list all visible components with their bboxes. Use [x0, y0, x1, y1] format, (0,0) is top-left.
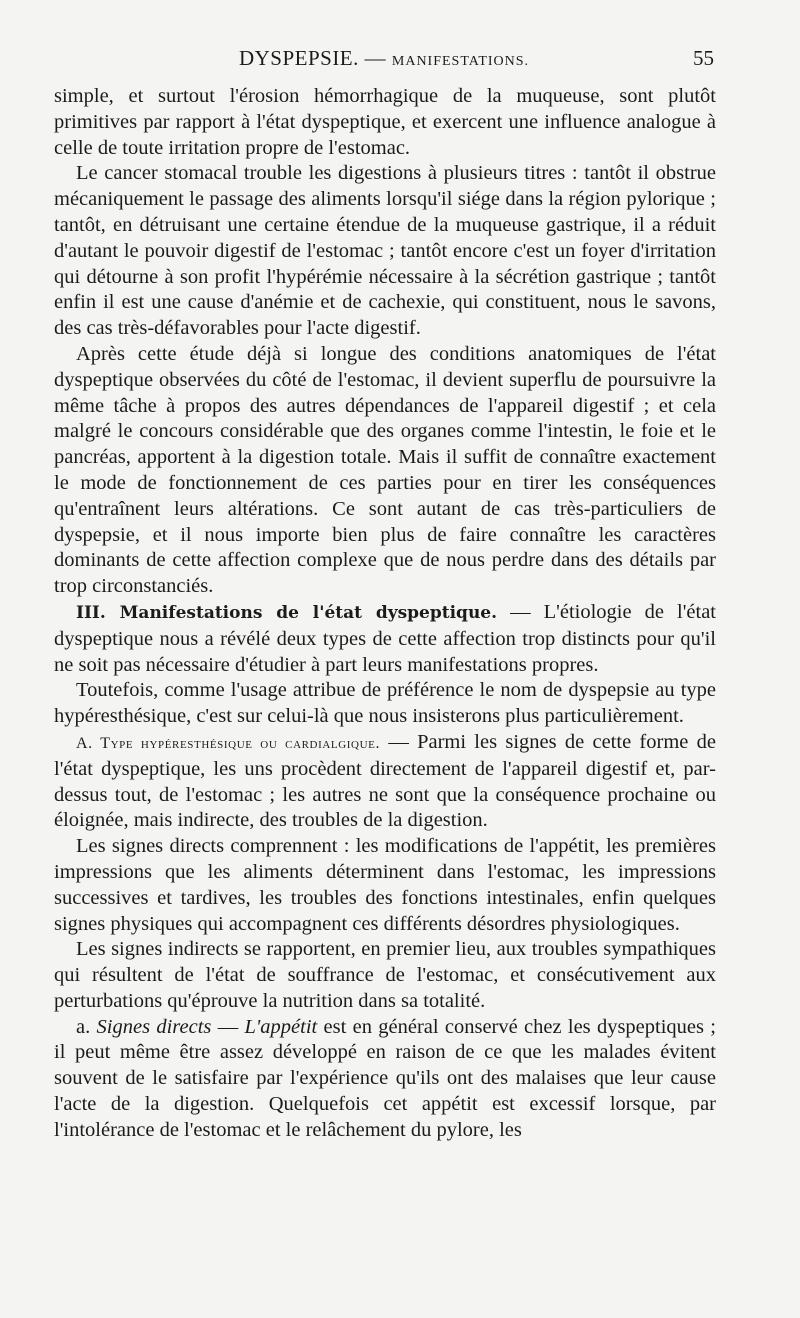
paragraph-5: Toutefois, comme l'usage attribue de préférence le nom de dyspepsie au type hypéresthésique, c'est sur celui-là que nous insisterons plus particulièrement. — [54, 679, 716, 728]
section-heading-III: III. Manifestations de l'état dyspeptique. — [76, 602, 498, 623]
subheading-signes-directs: Signes directs — [96, 1015, 212, 1038]
page-body — [54, 84, 716, 1144]
running-title-sub: MANIFESTATIONS. — [391, 54, 530, 69]
paragraph-9-dash: — — [211, 1015, 245, 1038]
subheading-appetit: L'appétit — [244, 1015, 318, 1038]
page-number: 55 — [693, 46, 714, 70]
paragraph-4-text: — L'étiologie de l'état dyspeptique nous a révélé deux types de cette affection trop distincts pour qu'il ne soit pas nécessaire d'étudier à part leurs manifestations propres. — [54, 600, 716, 676]
paragraph-6 — [54, 730, 716, 834]
running-title — [54, 46, 714, 71]
paragraph-4 — [54, 600, 716, 678]
paragraph-6-text: — Parmi les signes de cette forme de l'état dyspeptique, les uns procèdent directement de l'appareil digestif et, par-dessus tout, de l'estomac ; les autres ne sont que la conséquence prochaine ou éloignée, mais indirecte, des troubles de la digestion. — [54, 730, 716, 832]
running-header — [54, 46, 714, 76]
running-title-main: DYSPEPSIE. — — [238, 46, 392, 70]
paragraph-9-prefix: a. — [76, 1015, 97, 1038]
paragraph-9 — [54, 1015, 716, 1144]
paragraph-8: Les signes indirects se rapportent, en premier lieu, aux troubles sympathiques qui résultent de l'état de souffrance de l'estomac, et consécutivement aux perturbations qu'éprouve la nutrition dans sa totalité. — [54, 938, 716, 1012]
paragraph-3: Après cette étude déjà si longue des conditions anatomiques de l'état dyspeptique observées du côté de l'estomac, il devient superflu de poursuivre la même tâche à propos des autres dépendances de l'appareil digestif ; et cela malgré le concours considérable que des organes comme l'intestin, le foie et le pancréas, apportent à la digestion totale. Mais il suffit de connaître exactement le mode de fonctionnement de ces parties pour en tirer les conséquences qu'entraînent leurs altérations. Ce sont autant de cas très-particuliers de dyspepsie, et il nous importe bien plus de faire connaître les caractères dominants de cette affection complexe que de nous perdre dans des détails par trop circonstanciés. — [54, 342, 716, 598]
paragraph-9-text: est en général conservé chez les dyspeptiques ; il peut même être assez développé en raison de ce que les malades évitent souvent de le satisfaire par l'expérience qu'ils ont des malaises que leur cause l'acte de la digestion. Quelquefois cet appétit est excessif lorsque, par l'intolérance de l'estomac et le relâchement du pylore, les — [54, 1015, 716, 1141]
paragraph-1: simple, et surtout l'érosion hémorrhagique de la muqueuse, sont plutôt primitives par rapport à l'état dyspeptique, et exercent une influence analogue à celle de toute irritation propre de l'estomac. — [54, 85, 716, 159]
subsection-heading-A: A. Type hypéresthésique ou cardialgique. — [76, 734, 381, 752]
paragraph-7: Les signes directs comprennent : les modifications de l'appétit, les premières impressions que les aliments déterminent dans l'estomac, les impressions successives et tardives, les troubles des fonctions intestinales, enfin quelques signes physiques qui accompagnent ces différents désordres physiologiques. — [54, 835, 716, 935]
paragraph-2: Le cancer stomacal trouble les digestions à plusieurs titres : tantôt il obstrue mécaniquement le passage des aliments lorsqu'il siége dans la région pylorique ; tantôt, en détruisant une certaine étendue de la muqueuse gastrique, il a réduit d'autant le pouvoir digestif de l'estomac ; tantôt encore c'est un foyer d'irritation qui détourne à son profit l'hypérémie nécessaire à la sécrétion gastrique ; tantôt enfin il est une cause d'anémie et de cachexie, qui constituent, nous le savons, des cas très-défavorables pour l'acte digestif. — [54, 162, 716, 340]
